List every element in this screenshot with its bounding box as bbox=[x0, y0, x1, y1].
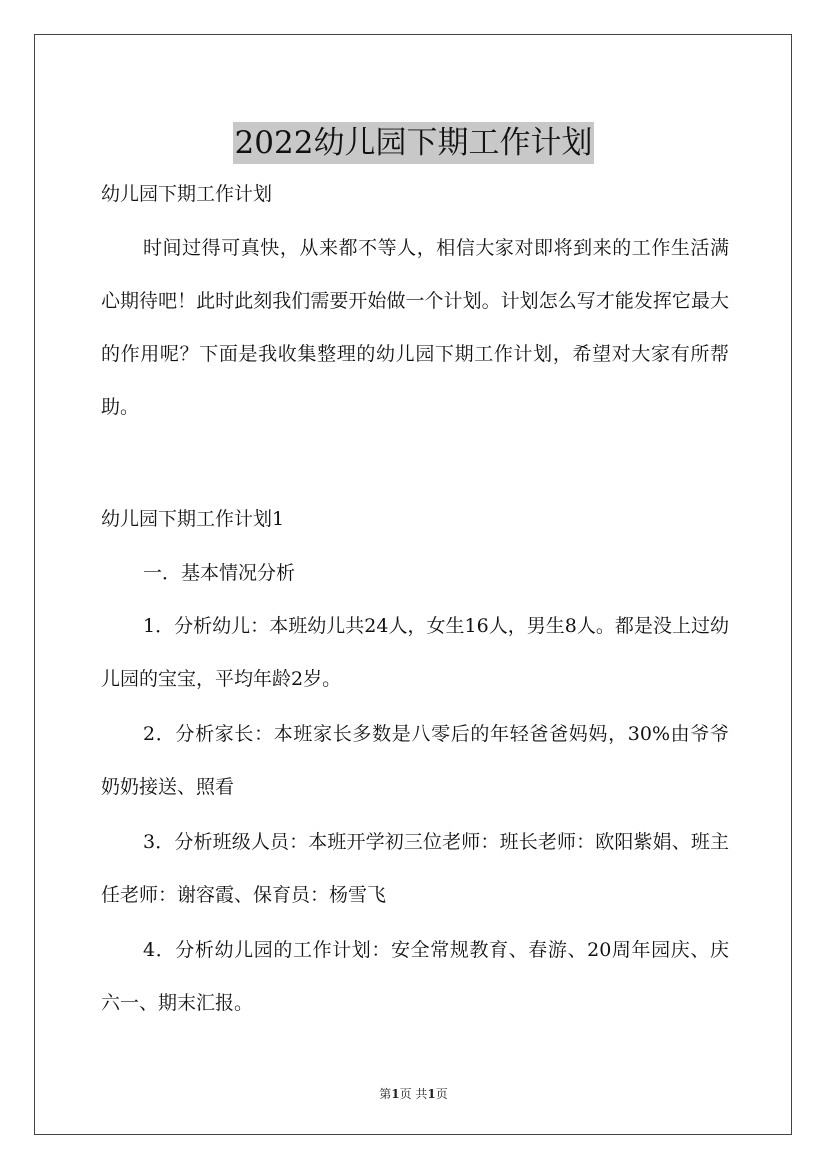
document-title: 2022幼儿园下期工作计划 bbox=[233, 122, 595, 164]
item-analysis-parents: 2．分析家长：本班家长多数是八零后的年轻爸爸妈妈，30%由爷爷奶奶接送、照看 bbox=[101, 723, 729, 798]
footer-page-current: 1 bbox=[391, 1087, 400, 1101]
footer-end: 页 bbox=[435, 1087, 448, 1101]
intro-paragraph: 时间过得可真快，从来都不等人，相信大家对即将到来的工作生活满心期待吧！此时此刻我们需要开始做一个计划。计划怎么写才能发挥它最大的作用呢？下面是我收集整理的幼儿园下期工作计划，希望对大家有所帮助。 bbox=[101, 237, 729, 418]
footer-page-total: 1 bbox=[427, 1087, 436, 1101]
item-analysis-children: 1．分析幼儿：本班幼儿共24人，女生16人，男生8人。都是没上过幼儿园的宝宝，平均年龄2岁。 bbox=[101, 615, 729, 690]
subtitle: 幼儿园下期工作计划 bbox=[101, 183, 273, 205]
heading-basic-analysis: 一．基本情况分析 bbox=[143, 562, 296, 584]
footer-prefix: 第 bbox=[379, 1087, 392, 1101]
item-analysis-plan: 4．分析幼儿园的工作计划：安全常规教育、春游、20周年园庆、庆六一、期末汇报。 bbox=[101, 939, 729, 1014]
item-analysis-staff: 3．分析班级人员：本班开学初三位老师：班长老师：欧阳紫娟、班主任老师：谢容霞、保育员：杨雪飞 bbox=[101, 831, 729, 906]
page-footer bbox=[0, 1085, 827, 1102]
footer-middle: 页 共 bbox=[399, 1087, 428, 1101]
title-wrap bbox=[0, 101, 827, 185]
section-title: 幼儿园下期工作计划1 bbox=[101, 508, 285, 530]
